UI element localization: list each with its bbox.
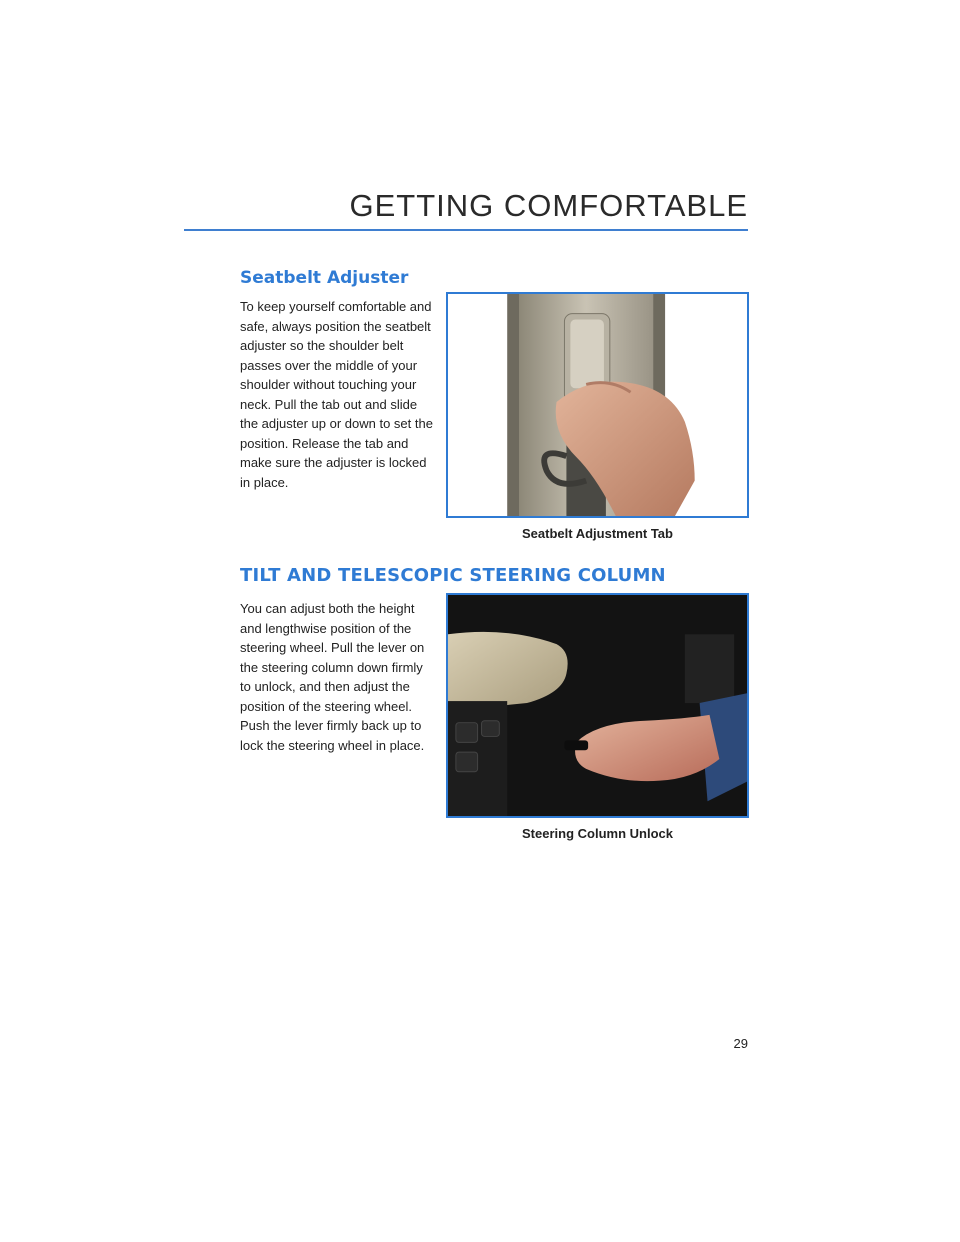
steering-body-text: You can adjust both the height and lengthwise position of the steering wheel. Pull the lever on the steering column down firmly to unlock, and then adjust the position of the steering wheel. Push the lever firmly back up to lock the steering wheel in place.: [240, 601, 425, 753]
seatbelt-photo: [446, 292, 749, 518]
page-number: 29: [733, 1036, 748, 1051]
header-divider: [184, 229, 748, 231]
steering-caption: Steering Column Unlock: [522, 826, 673, 841]
seatbelt-body-text: To keep yourself comfortable and safe, always position the seatbelt adjuster so the shoulder belt passes over the middle of your shoulder without touching your neck. Pull the tab out and slide the adjuster up or down to set the position. Release the tab and make sure the adjuster is locked in place.: [240, 299, 433, 490]
seatbelt-caption: Seatbelt Adjustment Tab: [522, 526, 673, 541]
section-title: GETTING COMFORTABLE: [349, 188, 748, 223]
seatbelt-heading: Seatbelt Adjuster: [240, 268, 409, 288]
steering-heading: TILT AND TELESCOPIC STEERING COLUMN: [240, 565, 666, 586]
steering-photo: [446, 593, 749, 818]
